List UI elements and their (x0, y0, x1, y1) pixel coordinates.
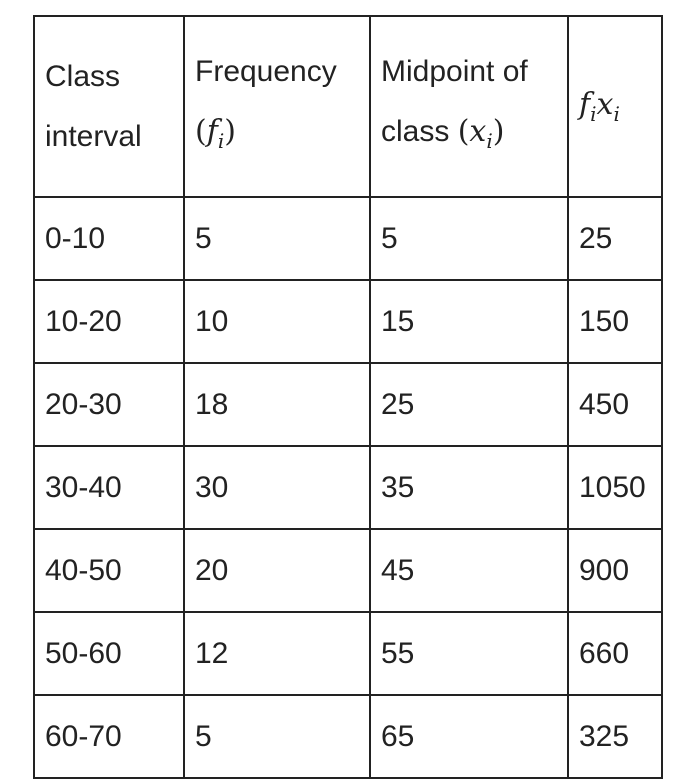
cell-midpoint: 45 (370, 529, 568, 612)
header-frequency: Frequency $(f_i)$ (184, 16, 370, 197)
cell-frequency: 18 (184, 363, 370, 446)
header-midpoint: Midpoint of class $(x_i)$ (370, 16, 568, 197)
cell-class-interval: 50-60 (34, 612, 184, 695)
cell-midpoint: 65 (370, 695, 568, 778)
cell-frequency: 5 (184, 695, 370, 778)
cell-fixi: 450 (568, 363, 662, 446)
table-row (34, 280, 662, 363)
cell-midpoint: 55 (370, 612, 568, 695)
cell-fixi: 150 (568, 280, 662, 363)
cell-class-interval: 60-70 (34, 695, 184, 778)
table-row (34, 529, 662, 612)
table-row (34, 197, 662, 280)
table-row (34, 363, 662, 446)
cell-fixi: 25 (568, 197, 662, 280)
cell-midpoint: 35 (370, 446, 568, 529)
cell-fixi: 900 (568, 529, 662, 612)
cell-frequency: 5 (184, 197, 370, 280)
cell-frequency: 30 (184, 446, 370, 529)
header-row (34, 16, 662, 197)
table-row (34, 695, 662, 778)
cell-class-interval: 30-40 (34, 446, 184, 529)
cell-class-interval: 20-30 (34, 363, 184, 446)
cell-class-interval: 10-20 (34, 280, 184, 363)
table-body (34, 197, 662, 778)
cell-midpoint: 15 (370, 280, 568, 363)
cell-fixi: 1050 (568, 446, 662, 529)
cell-fixi: 325 (568, 695, 662, 778)
header-class-interval: Class interval (34, 16, 184, 197)
table-row (34, 446, 662, 529)
cell-midpoint: 5 (370, 197, 568, 280)
header-fixi: $f_ix_i$ (568, 16, 662, 197)
table-row (34, 612, 662, 695)
cell-frequency: 20 (184, 529, 370, 612)
cell-frequency: 12 (184, 612, 370, 695)
cell-midpoint: 25 (370, 363, 568, 446)
cell-fixi: 660 (568, 612, 662, 695)
cell-class-interval: 40-50 (34, 529, 184, 612)
cell-frequency: 10 (184, 280, 370, 363)
cell-class-interval: 0-10 (34, 197, 184, 280)
frequency-table (33, 15, 663, 779)
